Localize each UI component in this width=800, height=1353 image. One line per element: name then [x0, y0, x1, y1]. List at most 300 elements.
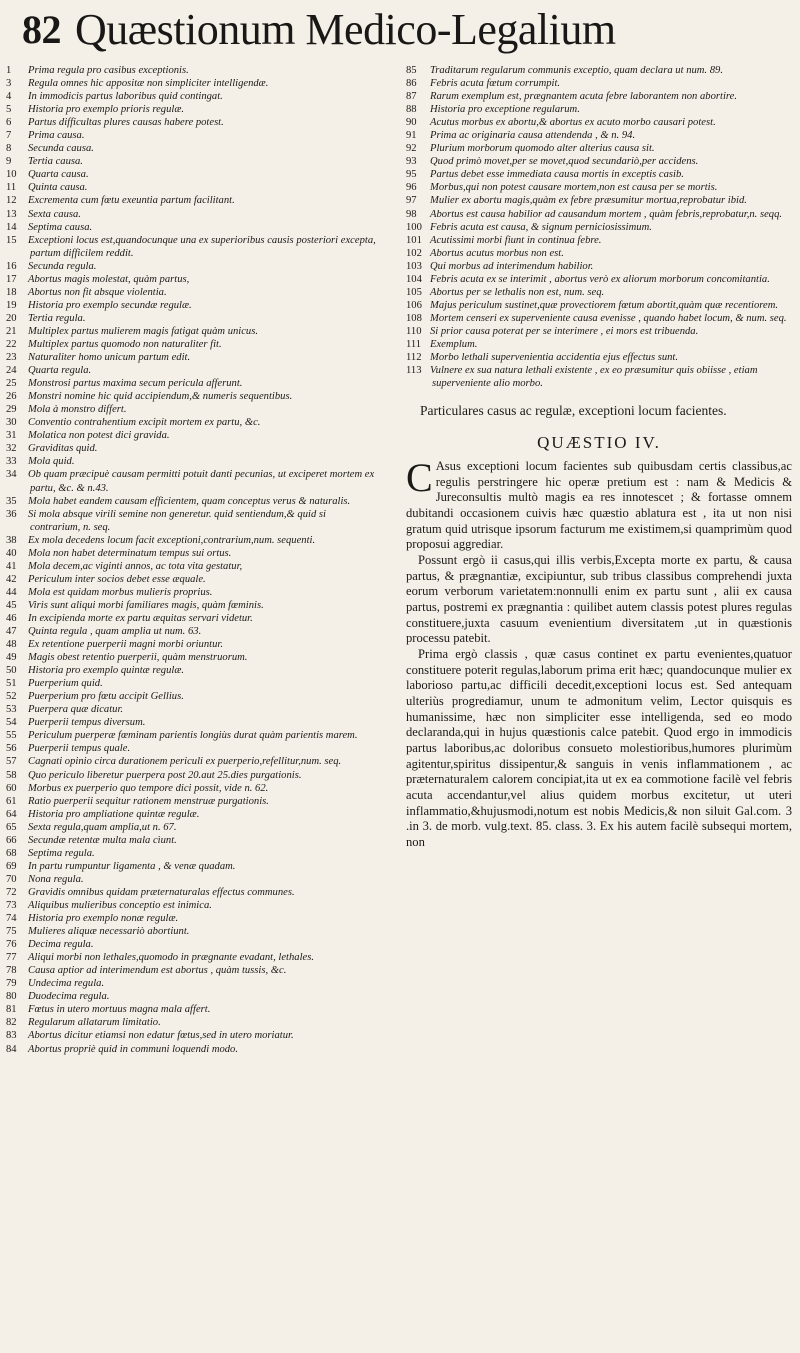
entry-number: 91	[406, 130, 417, 142]
entry-text: Acutus morbus ex abortu,& abortus ex acuto morbo causari potest.	[430, 117, 716, 129]
summary-entry	[6, 769, 378, 782]
summary-entry	[6, 325, 378, 338]
summary-entry	[406, 312, 792, 325]
summary-entry	[6, 755, 378, 768]
summary-entry	[6, 312, 378, 325]
entry-number: 12	[6, 195, 17, 207]
entry-text: Abortus magis molestat, quàm partus,	[28, 273, 190, 285]
entry-number: 10	[6, 169, 17, 181]
entry-number: 92	[406, 143, 417, 155]
summary-entry	[6, 495, 378, 508]
entry-number: 100	[406, 221, 422, 233]
summary-entry	[6, 260, 378, 273]
entry-text: Quinta causa.	[28, 182, 88, 194]
entry-text: Mola decem,ac viginti annos, ac tota vita gestatur,	[28, 560, 243, 572]
entry-text: Morbo lethali supervenientia accidentia ejus effectus sunt.	[430, 352, 679, 364]
entry-number: 69	[6, 860, 17, 872]
entry-text: Secunda regula.	[28, 260, 97, 272]
entry-text: Fœtus in utero mortuus magna mala affert.	[28, 1004, 211, 1016]
summary-entry	[6, 1016, 378, 1029]
entry-text: Tertia causa.	[28, 156, 83, 168]
entry-text: Conventio contrahentium excipit mortem ex partu, &c.	[28, 417, 261, 429]
summary-entry	[6, 964, 378, 977]
entry-text: Ex mola decedens locum facit exceptioni,contrarium,num. sequenti.	[28, 534, 316, 546]
entry-number: 46	[6, 612, 17, 624]
summary-entry	[6, 742, 378, 755]
summary-entry	[6, 612, 378, 625]
entry-number: 4	[6, 91, 12, 103]
summary-entry	[6, 586, 378, 599]
entry-text: Excrementa cum fœtu exeuntia partum facilitant.	[28, 195, 235, 207]
entry-text: Prima causa.	[28, 130, 85, 142]
left-column-index	[6, 64, 378, 1056]
entry-number: 41	[6, 560, 17, 572]
entry-text: Historia pro exemplo nonæ regulæ.	[28, 913, 179, 925]
summary-entry	[6, 703, 378, 716]
summary-entry	[406, 221, 792, 234]
entry-text: Qui morbus ad interimendum habilior.	[430, 260, 594, 272]
entry-number: 95	[406, 169, 417, 181]
summary-list	[6, 64, 378, 1056]
entry-text: Undecima regula.	[28, 978, 105, 990]
entry-number: 45	[6, 599, 17, 611]
entry-text: Ex retentione puerperii magni morbi oriuntur.	[28, 639, 223, 651]
entry-text: Vulnere ex sua natura lethali existente , ex eo præsumitur quis obiisse , etiam superveniente alio morbo.	[430, 365, 758, 390]
entry-text: Mola à monstro differt.	[28, 404, 127, 416]
entry-text: Quo periculo liberetur puerpera post 20.aut 25.dies purgationis.	[28, 769, 302, 781]
entry-text: Morbus ex puerperio quo tempore dici possit, vide n. 62.	[28, 782, 269, 794]
entry-text: Rarum exemplum est, prægnantem acuta febre laborantem non abortire.	[430, 91, 737, 103]
entry-number: 68	[6, 847, 17, 859]
summary-entry	[6, 977, 378, 990]
entry-text: Ob quam præcipuè causam permitti potuit danti pecunias, ut exciperet mortem ex partu, &c. & n.43.	[28, 469, 375, 494]
summary-entry	[6, 912, 378, 925]
summary-entry	[6, 234, 378, 260]
entry-number: 104	[406, 273, 422, 285]
entry-text: Decima regula.	[28, 939, 94, 951]
summary-entry	[406, 155, 792, 168]
entry-number: 75	[6, 926, 17, 938]
entry-text: Secunda causa.	[28, 143, 94, 155]
summary-entry	[6, 377, 378, 390]
summary-entry	[6, 181, 378, 194]
entry-text: Traditarum regularum communis exceptio, quam declara ut num. 89.	[430, 65, 723, 76]
summary-entry	[406, 299, 792, 312]
entry-number: 23	[6, 352, 17, 364]
entry-number: 38	[6, 534, 17, 546]
entry-number: 17	[6, 273, 17, 285]
summary-entry	[406, 77, 792, 90]
entry-number: 74	[6, 913, 17, 925]
entry-number: 53	[6, 704, 17, 716]
summary-entry	[6, 990, 378, 1003]
summary-entry	[406, 260, 792, 273]
entry-number: 25	[6, 378, 17, 390]
summary-entry	[6, 716, 378, 729]
entry-number: 83	[6, 1030, 17, 1042]
summary-entry	[6, 142, 378, 155]
entry-number: 26	[6, 391, 17, 403]
entry-text: Sexta causa.	[28, 208, 81, 220]
summary-entry	[6, 599, 378, 612]
entry-number: 76	[6, 939, 17, 951]
summary-entry	[6, 364, 378, 377]
entry-text: In immodicis partus laboribus quid contingat.	[28, 91, 223, 103]
entry-number: 29	[6, 404, 17, 416]
summary-entry	[6, 938, 378, 951]
entry-number: 82	[6, 1017, 17, 1029]
entry-number: 65	[6, 821, 17, 833]
entry-text: Mola quid.	[28, 456, 75, 468]
entry-text: Sexta regula,quam amplia,ut n. 67.	[28, 821, 177, 833]
summary-entry	[6, 625, 378, 638]
summary-entry	[6, 899, 378, 912]
entry-text: Monstri nomine hic quid accipiendum,& numeris sequentibus.	[28, 391, 293, 403]
summary-entry	[6, 64, 378, 77]
summary-entry	[6, 299, 378, 312]
entry-text: Mulier ex abortu magis,quàm ex febre præsumitur mortua,reprobatur ibid.	[430, 195, 747, 207]
entry-number: 55	[6, 730, 17, 742]
summary-entry	[6, 873, 378, 886]
entry-text: Septima causa.	[28, 221, 93, 233]
summary-entry	[406, 194, 792, 207]
entry-number: 66	[6, 834, 17, 846]
entry-number: 32	[6, 443, 17, 455]
entry-text: Mulieres aliquæ necessariò abortiunt.	[28, 926, 190, 938]
entry-text: Exceptioni locus est,quandocunque una ex superioribus causis posteriori excepta, partum difficilem reddit.	[28, 234, 376, 259]
entry-text: Septima regula.	[28, 847, 95, 859]
entry-text: Historia pro exemplo secundæ regulæ.	[28, 299, 192, 311]
entry-text: Prima ac originaria causa attendenda , & n. 94.	[430, 130, 636, 142]
summary-entry	[6, 795, 378, 808]
summary-entry	[6, 351, 378, 364]
summary-entry	[6, 129, 378, 142]
summary-entry	[6, 442, 378, 455]
running-title: Quæstionum Medico-Legalium	[75, 4, 616, 54]
entry-number: 106	[406, 299, 422, 311]
summary-entry	[406, 64, 792, 77]
entry-text: Multiplex partus quomodo non naturaliter fit.	[28, 338, 222, 350]
entry-text: Aliqui morbi non lethales,quomodo in prægnante evadant, lethales.	[28, 952, 315, 964]
entry-number: 15	[6, 234, 17, 246]
entry-number: 98	[406, 208, 417, 220]
summary-entry	[6, 886, 378, 899]
summary-entry	[6, 338, 378, 351]
entry-number: 85	[406, 65, 417, 76]
body-paragraph: Possunt ergò ii casus,qui illis verbis,Excepta morte ex partu, & causa partus, & prægnantiæ, excipiuntur, sub tribus classibus comprehendi juxta eorum verborum varietatem:nonnulli enim ex partu sunt , alii ex causa partus, postremi ex prægnantia : quilibet autem classis potest plures regulas constituere,juxta casuum evenientium diversitatem ,ut in quæstionis processu patebit.	[406, 553, 792, 646]
entry-text: Puerperium quid.	[28, 678, 103, 690]
summary-entry	[6, 729, 378, 742]
entry-text: Mola est quidam morbus mulieris proprius.	[28, 586, 213, 598]
summary-entry	[6, 208, 378, 221]
entry-text: Quarta causa.	[28, 169, 89, 181]
summary-entry	[6, 168, 378, 181]
entry-number: 110	[406, 325, 422, 337]
entry-text: Quarta regula.	[28, 365, 92, 377]
entry-number: 9	[6, 156, 12, 168]
entry-number: 14	[6, 221, 17, 233]
summary-entry	[6, 847, 378, 860]
entry-number: 7	[6, 130, 12, 142]
entry-text: Historia pro exemplo prioris regulæ.	[28, 104, 185, 116]
summary-list-continued	[406, 64, 792, 390]
summary-entry	[6, 116, 378, 129]
summary-entry	[6, 429, 378, 442]
entry-text: Periculum inter socios debet esse æquale.	[28, 573, 206, 585]
entry-number: 103	[406, 260, 422, 272]
summary-entry	[6, 103, 378, 116]
summary-entry	[6, 808, 378, 821]
entry-text: Aliquibus mulieribus conceptio est inimica.	[28, 900, 212, 911]
summary-entry	[406, 129, 792, 142]
entry-number: 1	[6, 65, 12, 76]
summary-entry	[406, 181, 792, 194]
entry-number: 108	[406, 312, 422, 324]
entry-text: Majus periculum sustinet,quæ provectiorem fœtum abortit,quàm quæ recentiorem.	[430, 299, 778, 311]
entry-number: 90	[406, 117, 417, 129]
entry-number: 64	[6, 808, 17, 820]
entry-number: 111	[406, 338, 422, 350]
entry-number: 13	[6, 208, 17, 220]
entry-text: Morbus,qui non potest causare mortem,non est causa per se mortis.	[430, 182, 718, 194]
summary-entry	[6, 638, 378, 651]
summary-entry	[6, 455, 378, 468]
entry-number: 101	[406, 234, 422, 246]
entry-text: Puerperii tempus diversum.	[28, 717, 146, 729]
entry-number: 36	[6, 508, 17, 520]
entry-number: 6	[6, 117, 12, 129]
question-body	[406, 455, 792, 850]
entry-number: 70	[6, 873, 17, 885]
entry-text: Mortem censeri ex superveniente causa evenisse , quando habet locum, & num. seq.	[430, 312, 787, 324]
entry-text: Abortus acutus morbus non est.	[430, 247, 564, 259]
summary-entry	[6, 860, 378, 873]
entry-number: 5	[6, 104, 12, 116]
entry-text: Abortus propriè quid in communi loquendi modo.	[28, 1043, 239, 1055]
entry-text: Acutissimi morbi fiunt in continua febre.	[430, 234, 602, 246]
entry-text: Abortus est causa habilior ad causandum mortem , quàm febris,reprobatur,n. seqq.	[430, 208, 783, 220]
entry-text: Puerperii tempus quale.	[28, 743, 131, 755]
entry-number: 20	[6, 312, 17, 324]
entry-text: Viris sunt aliqui morbi familiares magis, quàm fœminis.	[28, 599, 264, 611]
summary-entry	[6, 573, 378, 586]
question-title: QUÆSTIO IV.	[537, 433, 661, 453]
summary-entry	[6, 560, 378, 573]
summary-entry	[406, 338, 792, 351]
entry-text: Multiplex partus mulierem magis fatigat quàm unicus.	[28, 325, 259, 337]
entry-number: 30	[6, 417, 17, 429]
entry-number: 8	[6, 143, 12, 155]
entry-number: 87	[406, 91, 417, 103]
entry-number: 105	[406, 286, 422, 298]
entry-text: Nona regula.	[28, 873, 84, 885]
entry-text: Exemplum.	[430, 338, 478, 350]
summary-entry	[406, 351, 792, 364]
summary-entry	[6, 534, 378, 547]
entry-text: Quod primò movet,per se movet,quod secundariò,per accidens.	[430, 156, 699, 168]
summary-entry	[6, 1043, 378, 1056]
entry-number: 60	[6, 782, 17, 794]
entry-text: Plurium morborum quomodo alter alterius causa sit.	[430, 143, 655, 155]
summary-entry	[6, 651, 378, 664]
entry-number: 33	[6, 456, 17, 468]
entry-text: Historia pro ampliatione quintæ regulæ.	[28, 808, 200, 820]
summary-entry	[6, 782, 378, 795]
summary-entry	[6, 677, 378, 690]
entry-number: 34	[6, 469, 17, 481]
entry-text: Naturaliter homo unicum partum edit.	[28, 352, 191, 364]
entry-number: 96	[406, 182, 417, 194]
entry-text: Abortus dicitur etiamsi non edatur fœtus,sed in utero moriatur.	[28, 1030, 294, 1042]
summary-entry	[406, 116, 792, 129]
entry-number: 18	[6, 286, 17, 298]
summary-entry	[406, 90, 792, 103]
entry-number: 50	[6, 665, 17, 677]
entry-text: Gravidis omnibus quidam præternaturalas effectus communes.	[28, 886, 295, 898]
entry-number: 31	[6, 430, 17, 442]
summary-entry	[406, 247, 792, 260]
entry-text: Duodecima regula.	[28, 991, 110, 1003]
entry-number: 72	[6, 886, 17, 898]
entry-text: Historia pro exemplo quintæ regulæ.	[28, 665, 185, 677]
entry-number: 80	[6, 991, 17, 1003]
entry-number: 48	[6, 639, 17, 651]
entry-text: In excipienda morte ex partu æquitas servari videtur.	[28, 612, 253, 624]
summary-entry	[406, 103, 792, 116]
entry-number: 73	[6, 900, 17, 911]
entry-number: 22	[6, 338, 17, 350]
entry-text: Partus debet esse immediata causa mortis in exceptis casib.	[430, 169, 684, 181]
entry-text: Causa aptior ad interimendum est abortus , quàm tussis, &c.	[28, 965, 287, 977]
entry-number: 21	[6, 325, 17, 337]
entry-text: Mola habet eandem causam efficientem, quam conceptus verus & naturalis.	[28, 495, 351, 507]
entry-number: 88	[406, 104, 417, 116]
entry-text: Si mola absque virili semine non generetur. quid sentiendum,& quid si contrarium, n. seq.	[28, 508, 326, 533]
entry-number: 97	[406, 195, 417, 207]
summary-entry	[6, 77, 378, 90]
drop-cap: C	[406, 455, 433, 501]
entry-number: 77	[6, 952, 17, 964]
entry-number: 40	[6, 547, 17, 559]
summary-entry	[6, 155, 378, 168]
summary-entry	[6, 1029, 378, 1042]
summary-entry	[6, 390, 378, 403]
summary-entry	[6, 547, 378, 560]
summary-entry	[6, 834, 378, 847]
entry-number: 42	[6, 573, 17, 585]
entry-number: 57	[6, 756, 17, 768]
summary-entry	[6, 286, 378, 299]
entry-text: Regularum allatarum limitatio.	[28, 1017, 161, 1029]
entry-text: Ratio puerperii sequitur rationem menstruæ purgationis.	[28, 795, 269, 807]
entry-number: 78	[6, 965, 17, 977]
entry-text: In partu rumpuntur ligamenta , & venæ quadam.	[28, 860, 236, 872]
entry-number: 47	[6, 626, 17, 638]
summary-entry	[6, 403, 378, 416]
entry-number: 52	[6, 691, 17, 703]
entry-number: 84	[6, 1043, 17, 1055]
summary-entry	[6, 416, 378, 429]
entry-text: Febris acuta ex se interimit , abortus verò ex aliorum morborum concomitantia.	[430, 273, 770, 285]
entry-number: 113	[406, 365, 422, 377]
entry-text: Partus difficultas plures causas habere potest.	[28, 117, 224, 129]
entry-number: 44	[6, 586, 17, 598]
page-number: 82	[22, 6, 61, 52]
entry-number: 93	[406, 156, 417, 168]
summary-entry	[406, 273, 792, 286]
entry-text: Magis obest retentio puerperii, quàm menstruorum.	[28, 652, 248, 664]
entry-text: Febris acuta est causa, & signum perniciosissimum.	[430, 221, 652, 233]
entry-text: Abortus per se lethalis non est, num. seq.	[430, 286, 605, 298]
summary-entry	[406, 142, 792, 155]
entry-text: Febris acuta fœtum corrumpit.	[430, 78, 561, 90]
entry-text: Historia pro exceptione regularum.	[430, 104, 580, 116]
section-intro: Particulares casus ac regulæ, exceptioni locum facientes.	[420, 403, 727, 419]
summary-entry	[406, 286, 792, 299]
entry-number: 102	[406, 247, 422, 259]
summary-entry	[6, 273, 378, 286]
running-header	[22, 0, 782, 58]
summary-entry	[6, 925, 378, 938]
entry-number: 24	[6, 365, 17, 377]
summary-entry	[6, 1003, 378, 1016]
entry-number: 79	[6, 978, 17, 990]
summary-entry	[6, 508, 378, 534]
entry-number: 54	[6, 717, 17, 729]
entry-text: Mola non habet determinatum tempus sui ortus.	[28, 547, 232, 559]
summary-entry	[6, 690, 378, 703]
entry-text: Si prior causa poterat per se interimere , ei mors est tribuenda.	[430, 325, 699, 337]
entry-text: Regula omnes hic appositæ non simpliciter intelligendæ.	[28, 78, 269, 90]
summary-entry	[406, 168, 792, 181]
summary-entry	[406, 325, 792, 338]
entry-number: 112	[406, 352, 422, 364]
entry-text: Puerpera quæ dicatur.	[28, 704, 124, 716]
entry-text: Monstrosi partus maxima secum pericula afferunt.	[28, 378, 243, 390]
entry-text: Abortus non fit absque violentia.	[28, 286, 167, 298]
entry-text: Prima regula pro casibus exceptionis.	[28, 65, 189, 76]
entry-text: Tertia regula.	[28, 312, 86, 324]
summary-entry	[6, 821, 378, 834]
entry-number: 81	[6, 1004, 17, 1016]
entry-text: Cagnati opinio circa durationem periculi ex puerperio,refellitur,num. seq.	[28, 756, 342, 768]
summary-entry	[6, 951, 378, 964]
body-paragraph: Prima ergò classis , quæ casus continet ex partu evenientes,quatuor constituere poterit regulas,laborum prima erit hæc; quandocunque mulier ex laborioso partu,ac difficili decedit,exceptioni locus est. Sed antequam ulteriùs progrediamur, unum te admonitum velim, Lector quisquis es humanissime, hæc non simpliciter esse intelligenda, sed eo modo declaranda,qui in hujus quæstionis calce patebit. Quod ergo in immodicis partus laboribus,ac doloribus consueto molestioribus,humores plurimùm agitentur,spiritus dissipentur,& sanguis in venis inflammationem , ac præternaturalem calorem concipiat,ita ut ex ea commotione facilè vel febris acuta accendantur,vel alius quidem morbus excitetur, ut uteri inflammatio,&hujusmodi,notum est nobis Medicis,& non siluit Gal.com. 3 .in 3. de morb. vulg.text. 85. class. 3. Ex his autem facilè subsequi mortem, non	[406, 647, 792, 849]
entry-text: Periculum puerperæ fœminam parientis longiùs durat quàm parientis marem.	[28, 730, 358, 742]
body-paragraph: C Asus exceptioni locum facientes sub quibusdam certis classibus,ac regulis perstringere hic operæ pretium est : nam & Medicis & Jureconsultis multò magis ea res innotescet ; & fortasse omnem dubitandi occasionem cuivis hæc quæstio ablatura est , ita ut non nisi gratum quid utrisque ipsorum facturum me existimem,si quamprimùm quod proposui aggrediar.	[406, 455, 792, 552]
entry-text: Molatica non potest dici gravida.	[28, 430, 170, 442]
entry-text: Graviditas quid.	[28, 443, 98, 455]
summary-entry	[6, 468, 378, 494]
entry-text: Puerperium pro fœtu accipit Gellius.	[28, 691, 184, 703]
summary-entry	[406, 364, 792, 390]
entry-number: 16	[6, 260, 17, 272]
summary-entry	[406, 234, 792, 247]
entry-number: 86	[406, 78, 417, 90]
summary-entry	[6, 194, 378, 207]
entry-number: 56	[6, 743, 17, 755]
summary-entry	[406, 208, 792, 221]
entry-number: 61	[6, 795, 17, 807]
summary-entry	[6, 221, 378, 234]
entry-number: 49	[6, 652, 17, 664]
entry-text: Secundæ retentæ multa mala cìunt.	[28, 834, 177, 846]
entry-number: 51	[6, 678, 17, 690]
entry-number: 58	[6, 769, 17, 781]
right-column	[406, 64, 792, 851]
entry-number: 19	[6, 299, 17, 311]
summary-entry	[6, 90, 378, 103]
